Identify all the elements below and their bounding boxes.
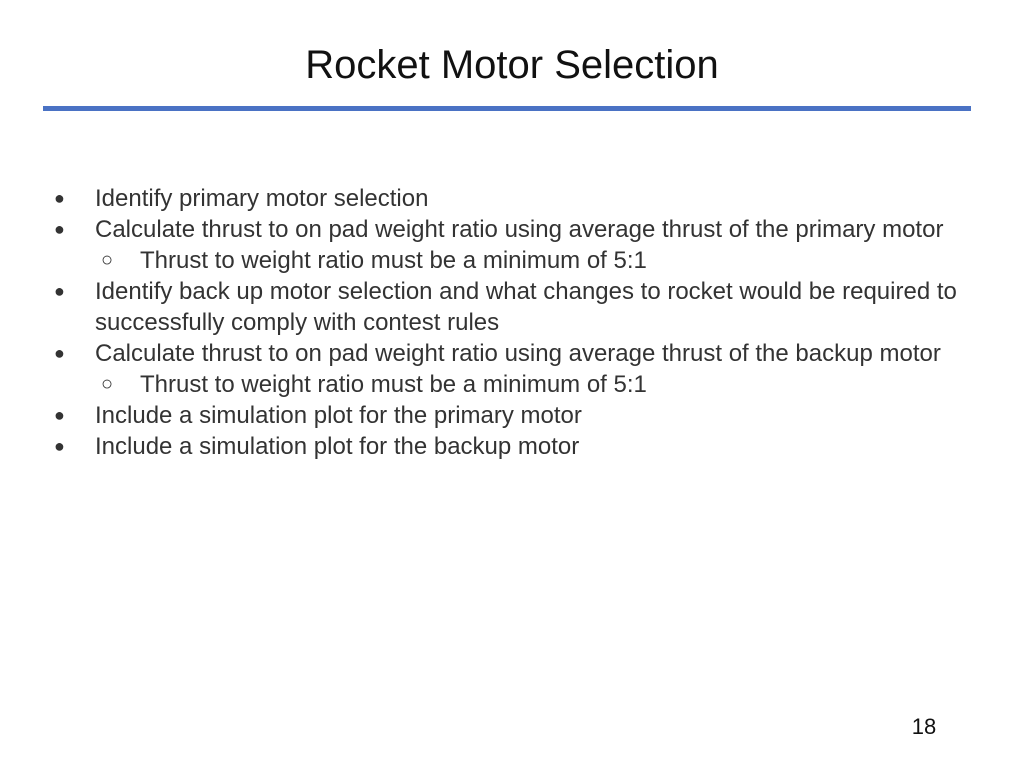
title-divider [43,106,971,111]
bullet-item [0,183,1024,214]
bullet-text: Identify primary motor selection [95,185,429,212]
sub-bullet-circle-icon: ○ [101,249,114,271]
bullet-dot-icon: ● [54,281,65,301]
bullet-item [0,400,1024,431]
sub-bullet-item [0,245,1024,276]
page-number: 18 [911,714,937,739]
sub-bullet-item [0,369,1024,400]
bullet-item [0,214,1024,245]
bullet-dot-icon: ● [54,188,65,208]
bullet-text: Identify back up motor selection and what changes to rocket would be required to successfully comply with contest rules [95,278,957,336]
bullet-text: Include a simulation plot for the backup motor [95,433,580,460]
sub-bullet-text: Thrust to weight ratio must be a minimum of 5:1 [140,247,647,274]
sub-bullet-text: Thrust to weight ratio must be a minimum of 5:1 [140,371,647,398]
bullet-dot-icon: ● [54,343,65,363]
bullet-item [0,276,1024,338]
bullet-text: Calculate thrust to on pad weight ratio using average thrust of the primary motor [95,216,944,243]
bullet-text: Calculate thrust to on pad weight ratio using average thrust of the backup motor [95,340,941,367]
sub-bullet-circle-icon: ○ [101,373,114,395]
bullet-dot-icon: ● [54,219,65,239]
slide-title: Rocket Motor Selection [305,43,719,87]
bullet-dot-icon: ● [54,405,65,425]
bullet-dot-icon: ● [54,436,65,456]
bullet-list [0,183,1024,462]
bullet-text: Include a simulation plot for the primary motor [95,402,582,429]
bullet-item [0,431,1024,462]
bullet-item [0,338,1024,369]
